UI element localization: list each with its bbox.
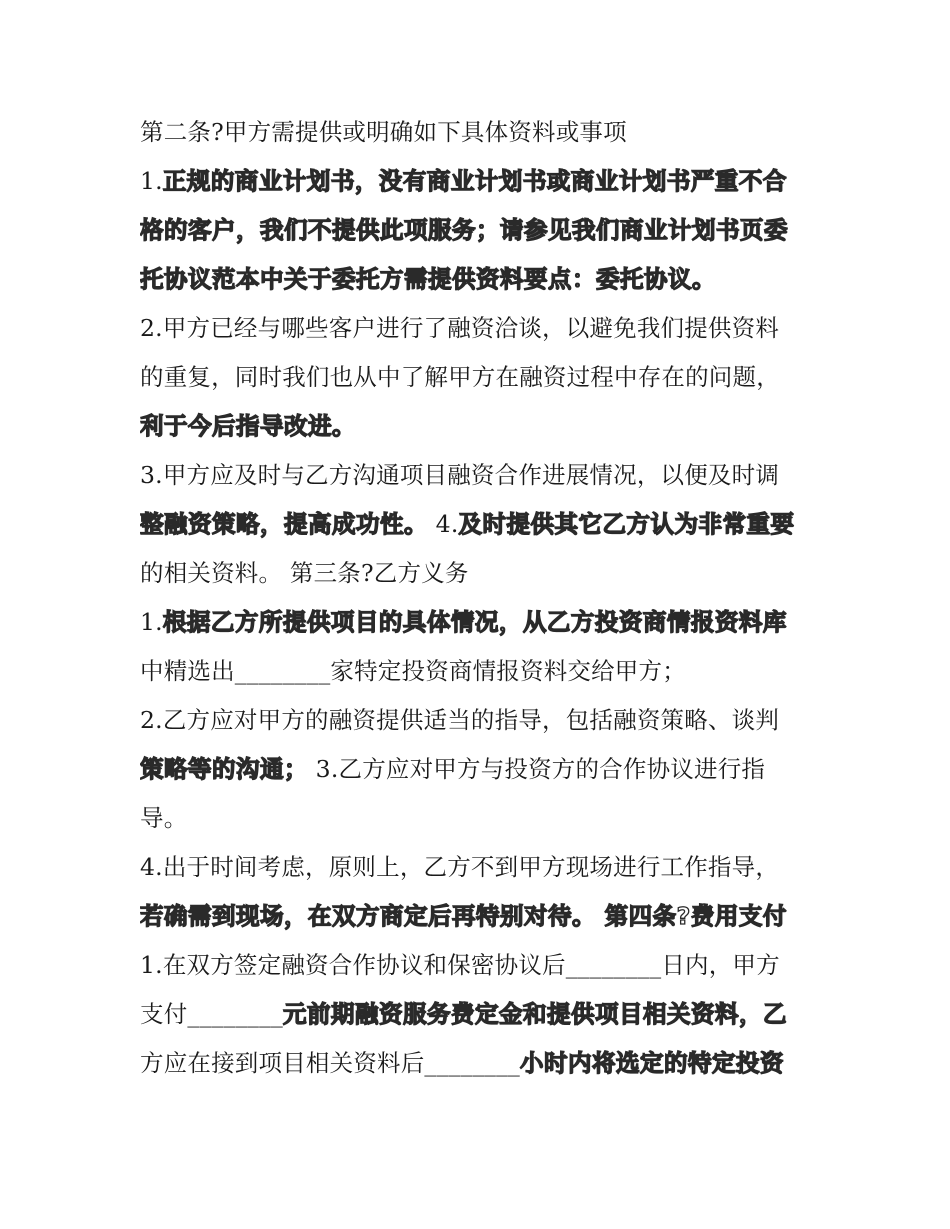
text-line <box>140 843 812 892</box>
text-line <box>140 745 812 794</box>
text-line <box>140 108 812 157</box>
text-run: 元前期融资服务费定金和提供项目相关资料，乙 <box>283 1000 787 1028</box>
text-line <box>140 157 812 206</box>
text-run: 2.乙方应对甲方的融资提供适当的指导，包括融资策略、谈判 <box>140 706 780 734</box>
text-run: 导。 <box>140 804 188 832</box>
text-line <box>140 647 812 696</box>
text-run: 1. <box>140 608 163 636</box>
text-line <box>140 255 812 304</box>
text-line <box>140 990 812 1039</box>
text-line <box>140 549 812 598</box>
text-run: 托协议范本中关于委托方需提供资料要点：委托协议。 <box>140 265 716 293</box>
text-line <box>140 598 812 647</box>
text-run: 若确需到现场，在双方商定后再特别对待。 第四条?费用支付 <box>140 902 787 930</box>
text-run: 1. <box>140 167 163 195</box>
text-run: 及时提供其它乙方认为非常重要 <box>458 510 795 538</box>
text-run: 4.出于时间考虑，原则上，乙方不到甲方现场进行工作指导， <box>140 853 780 881</box>
text-run: 小时内将选定的特定投资 <box>520 1049 784 1077</box>
text-line <box>140 304 812 353</box>
text-run: 正规的商业计划书，没有商业计划书或商业计划书严重不合 <box>162 167 787 195</box>
text-line <box>140 402 812 451</box>
text-run: 利于今后指导改进。 <box>140 412 356 440</box>
text-run: 策略等的沟通； <box>140 755 308 783</box>
text-run: 支付________ <box>140 1000 283 1028</box>
text-run: 方应在接到项目相关资料后________ <box>140 1049 520 1077</box>
text-line <box>140 500 812 549</box>
text-line <box>140 892 812 941</box>
text-run: 中精选出________家特定投资商情报资料交给甲方； <box>140 657 686 685</box>
text-line <box>140 794 812 843</box>
text-line <box>140 941 812 990</box>
contract-text <box>140 108 812 1088</box>
text-run: 1.在双方签定融资合作协议和保密协议后________日内，甲方 <box>140 951 780 979</box>
text-run: 第二条?甲方需提供或明确如下具体资料或事项 <box>140 118 627 146</box>
text-run: 3.乙方应对甲方与投资方的合作协议进行指 <box>308 755 766 783</box>
text-run: 3.甲方应及时与乙方沟通项目融资合作进展情况，以便及时调 <box>140 461 780 489</box>
text-run: 的重复，同时我们也从中了解甲方在融资过程中存在的问题， <box>140 363 780 391</box>
text-run: 整融资策略，提高成功性。 <box>140 510 428 538</box>
text-run: 4. <box>428 510 459 538</box>
text-run: 根据乙方所提供项目的具体情况，从乙方投资商情报资料库 <box>162 608 787 636</box>
text-line <box>140 353 812 402</box>
text-line <box>140 1039 812 1088</box>
text-run: 格的客户，我们不提供此项服务；请参见我们商业计划书页委 <box>140 216 788 244</box>
text-run: 的相关资料。 第三条?乙方义务 <box>140 559 469 587</box>
text-line <box>140 696 812 745</box>
text-line <box>140 451 812 500</box>
text-run: 2.甲方已经与哪些客户进行了融资洽谈，以避免我们提供资料 <box>140 314 780 342</box>
text-line <box>140 206 812 255</box>
